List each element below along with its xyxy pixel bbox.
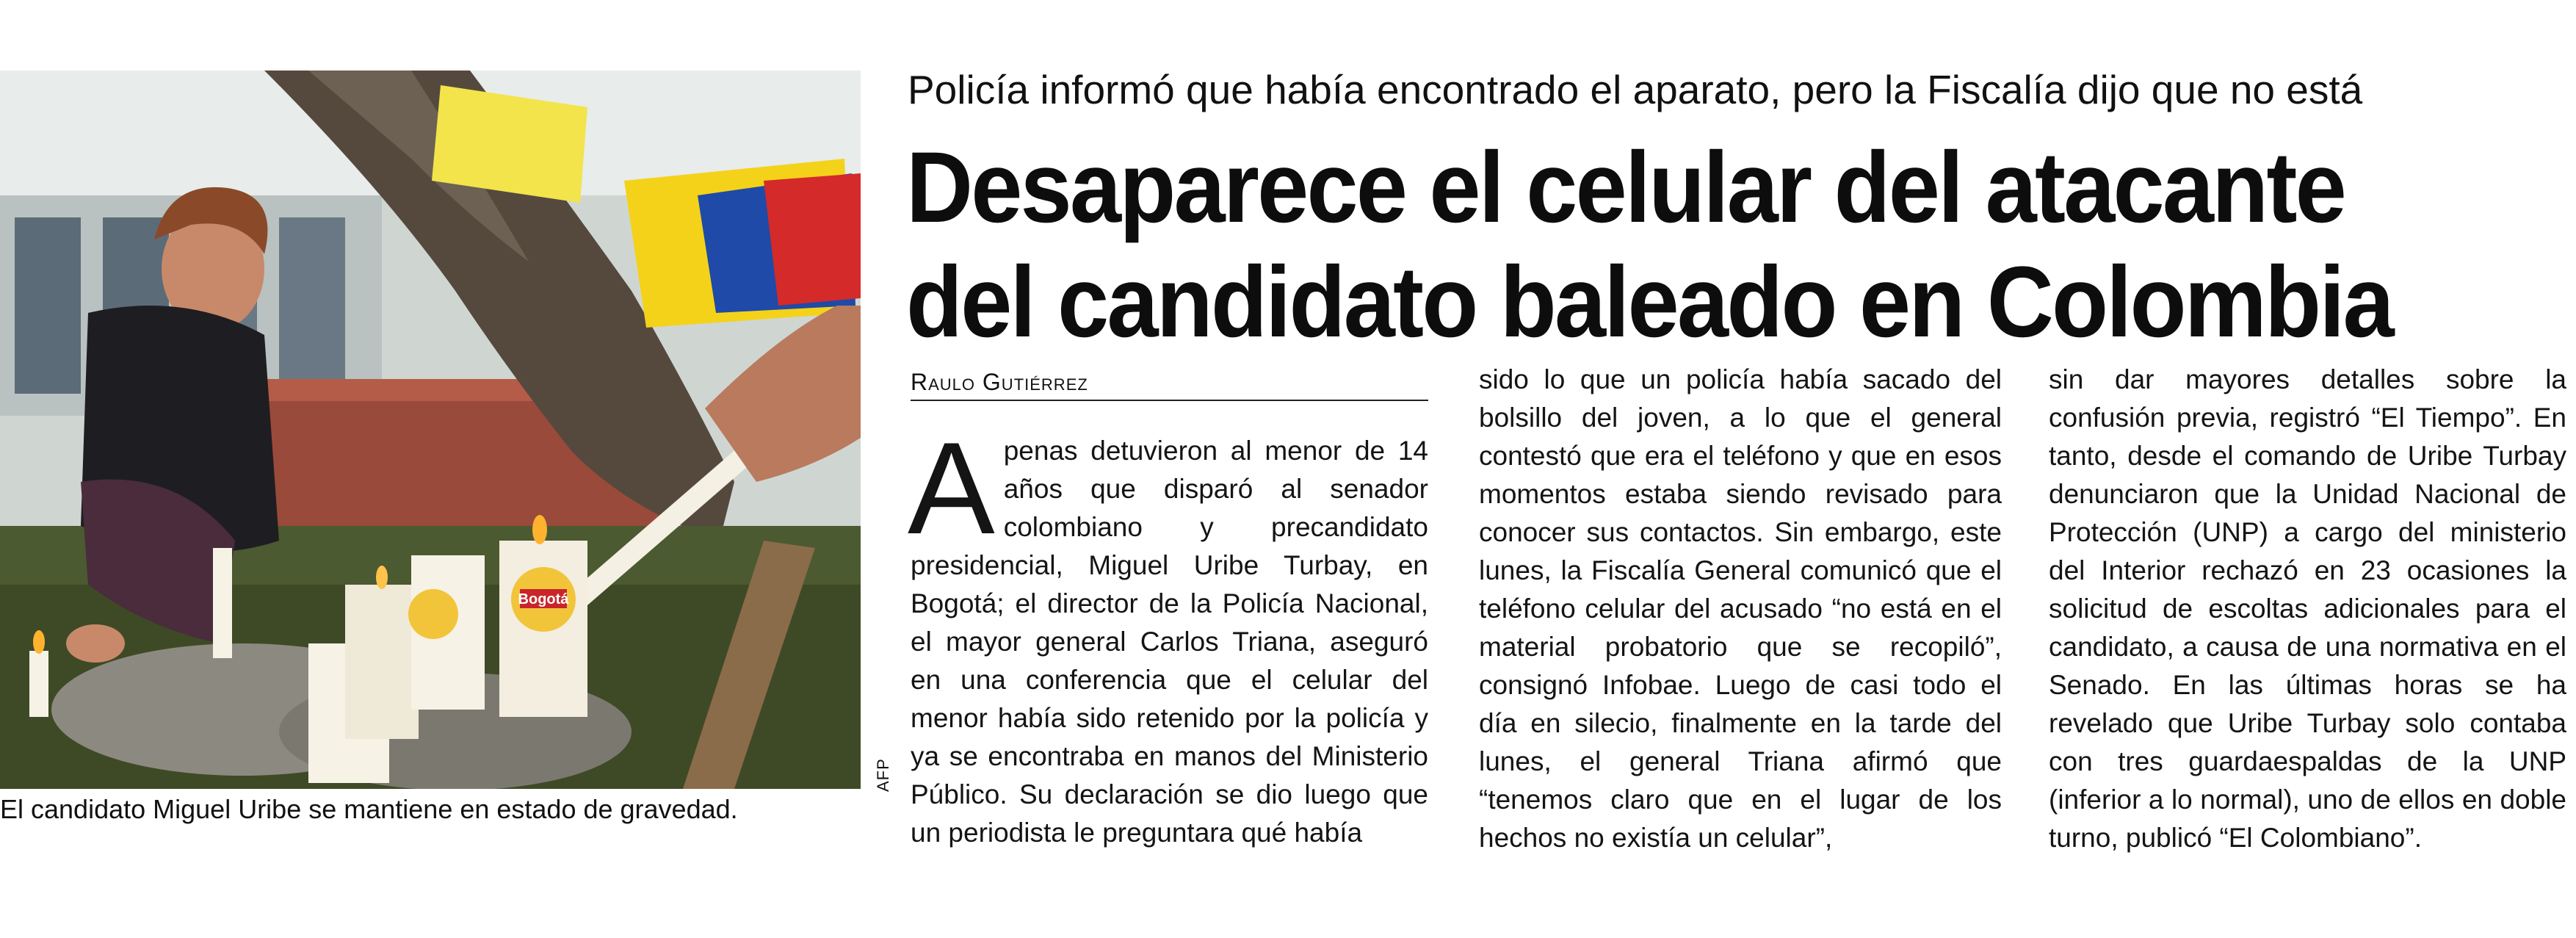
candle-label: Bogotá <box>518 591 569 607</box>
photo-caption: El candidato Miguel Uribe se mantiene en estado de gravedad. <box>0 794 738 824</box>
news-photo <box>0 71 861 789</box>
article-headline: Desaparece el celular del atacante del candidato baleado en Colombia <box>906 131 2392 358</box>
article-column-3: sin dar mayores detalles sobre la confusión previa, registró “El Tiempo”. En tanto, desde el comando de Uribe Turbay denunciaron que la Unidad Nacional de Protección (UNP) a cargo del ministerio del Interior rechazó en 23 ocasiones la solicitud de escoltas adicionales para el candidato, a causa de una normativa en el Senado. En las últimas horas se ha revelado que Uribe Turbay solo contaba con tres guardaespaldas de la UNP (inferior a lo normal), uno de ellos en doble turno, publicó “El Colombiano”. <box>2049 364 2566 853</box>
article-kicker: Policía informó que había encontrado el aparato, pero la Fiscalía dijo que no está <box>908 67 2363 112</box>
photo-credit: AFP <box>874 758 892 792</box>
article-byline: Raulo Gutiérrez <box>911 366 1428 401</box>
drop-cap: A <box>908 415 995 561</box>
vigil-photo-illustration <box>0 71 861 789</box>
article-column-1 <box>908 415 1428 852</box>
article-column-2: sido lo que un policía había sacado del bolsillo del joven, a lo que el general contestó que era el teléfono y que en esos momentos estaba siendo revisado para conocer sus contactos. Sin embargo, este lunes, la Fiscalía General comunicó que el teléfono celular del acusado “no está en el material probatorio que se recopiló”, consignó Infobae. Luego de casi todo el día en silecio, finalmente en la tarde del lunes, el general Triana afirmó que “tenemos claro que en el lugar de los hechos no existía un celular”, <box>1479 364 2002 853</box>
column-1-text: penas detuvieron al menor de 14 años que disparó al senador colombiano y precandidato presidencial, Miguel Uribe Turbay, en Bogotá; el director de la Policía Nacional, el mayor general Carlos Triana, aseguró en una conferencia que el celular del menor había sido retenido por la policía y ya se encontraba en manos del Ministerio Público. Su declaración se dio luego que un periodista le preguntara qué había <box>911 436 1428 848</box>
